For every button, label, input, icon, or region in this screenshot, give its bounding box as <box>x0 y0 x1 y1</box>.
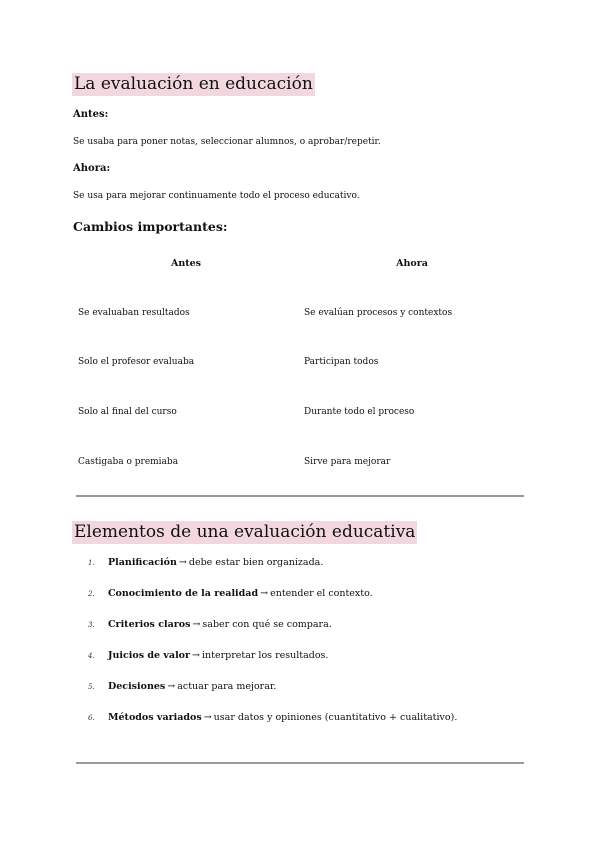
table-cell: Durante todo el proceso <box>304 407 415 417</box>
table-cell: Castigaba o premiaba <box>78 457 179 467</box>
list-item-desc: interpretar los resultados. <box>202 650 329 661</box>
list-item-desc: debe estar bien organizada. <box>188 557 324 568</box>
table-cell: Se evaluaban resultados <box>78 308 190 318</box>
list-item-term: Decisiones <box>108 681 166 692</box>
arrow-right-icon: → <box>192 619 201 630</box>
list-item-number: 4. <box>88 652 95 660</box>
cambios-heading: Cambios importantes: <box>73 219 228 234</box>
section-title-elementos: Elementos de una evaluación educativa <box>74 522 416 542</box>
section-title-evaluacion: La evaluación en educación <box>74 74 313 94</box>
list-item <box>88 588 373 599</box>
list-item-desc: entender el contexto. <box>270 588 373 599</box>
list-item-term: Planificación <box>108 557 177 568</box>
table-header-ahora: Ahora <box>396 258 428 269</box>
list-item <box>88 681 276 692</box>
list-item-desc: saber con qué se compara. <box>202 619 332 630</box>
horizontal-divider <box>76 495 524 497</box>
list-item-number: 1. <box>88 559 95 567</box>
table-cell: Solo el profesor evaluaba <box>78 357 195 367</box>
list-item-number: 5. <box>88 683 95 691</box>
horizontal-divider <box>76 762 524 764</box>
list-item-desc: actuar para mejorar. <box>177 681 277 692</box>
ahora-text: Se usa para mejorar continuamente todo el proceso educativo. <box>73 191 360 201</box>
list-item-number: 2. <box>88 590 95 598</box>
ahora-label: Ahora: <box>73 163 111 174</box>
list-item <box>88 557 323 568</box>
list-item <box>88 619 332 630</box>
list-item-term: Conocimiento de la realidad <box>108 588 259 599</box>
antes-label: Antes: <box>73 109 109 120</box>
list-item-term: Métodos variados <box>108 712 202 723</box>
arrow-right-icon: → <box>203 712 212 723</box>
table-cell: Se evalúan procesos y contextos <box>304 308 453 318</box>
arrow-right-icon: → <box>178 557 187 568</box>
arrow-right-icon: → <box>192 650 200 661</box>
arrow-right-icon: → <box>260 588 269 599</box>
list-item <box>88 712 457 723</box>
arrow-right-icon: → <box>167 681 176 692</box>
list-item-term: Juicios de valor <box>108 650 191 661</box>
table-cell: Sirve para mejorar <box>304 457 391 467</box>
list-item <box>88 650 328 661</box>
list-item-number: 3. <box>88 621 95 629</box>
antes-text: Se usaba para poner notas, seleccionar alumnos, o aprobar/repetir. <box>73 137 381 147</box>
table-header-antes: Antes <box>170 258 202 269</box>
list-item-term: Criterios claros <box>108 619 191 630</box>
list-item-desc: usar datos y opiniones (cuantitativo + cualitativo). <box>213 712 458 723</box>
list-item-number: 6. <box>88 714 95 722</box>
table-cell: Solo al final del curso <box>78 407 177 417</box>
table-cell: Participan todos <box>304 357 379 367</box>
